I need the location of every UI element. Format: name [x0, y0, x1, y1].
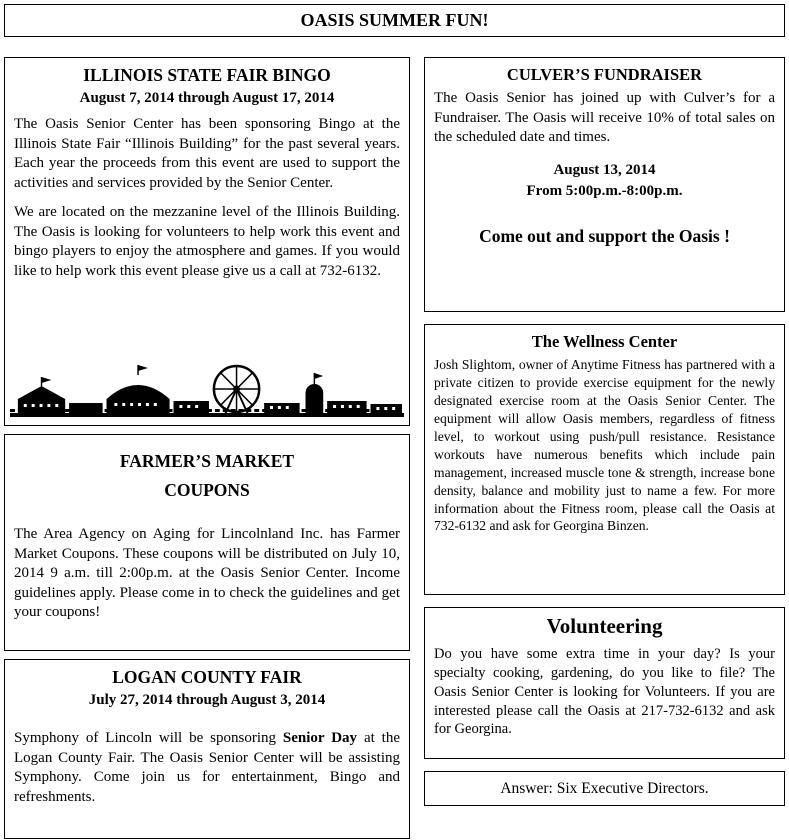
- farmers-market-article: [4, 434, 410, 651]
- bingo-dates: August 7, 2014 through August 17, 2014: [79, 90, 335, 106]
- farmers-market-title-line2: COUPONS: [164, 480, 250, 500]
- farmers-market-title-line1: FARMER’S MARKET: [119, 451, 295, 471]
- culvers-time: From 5:00p.m.-8:00p.m.: [526, 182, 683, 199]
- volunteering-article: [424, 607, 785, 759]
- logan-paragraph-end: at the Logan County Fair. The Oasis Senior Center will be assisting Symphony. Come join us for entertainment, Bingo and refreshments.: [14, 730, 400, 805]
- wellness-center-article: [424, 324, 785, 595]
- logan-dates: July 27, 2014 through August 3, 2014: [88, 692, 326, 708]
- culvers-title: CULVER’S FUNDRAISER: [506, 65, 703, 84]
- farmers-market-paragraph: The Area Agency on Aging for Lincolnland Inc. has Farmer Market Coupons. These coupons will be distributed on July 10, 2014 9 a.m. till 2:00p.m. at the Oasis Senior Center. Income guidelines apply. Please come in to check the guidelines and get your coupons!: [14, 526, 400, 620]
- answer-text: Answer: Six Executive Directors.: [500, 779, 709, 797]
- page-header: [4, 4, 785, 37]
- culvers-cta: Come out and support the Oasis !: [479, 225, 730, 246]
- bingo-title: ILLINOIS STATE FAIR BINGO: [83, 65, 331, 85]
- bingo-paragraph-1: The Oasis Senior Center has been sponsoring Bingo at the Illinois State Fair “Illinois Building” for the past several years. Each year the proceeds from this event are used to support the activities and services provided by the Senior Center.: [14, 116, 400, 191]
- wellness-paragraph: Josh Slightom, owner of Anytime Fitness has partnered with a private citizen to provide exercise equipment for the newly designated exercise room at the Oasis Senior Center. The equipment will allow Oasis members, regardless of fitness level, to workout using push/pull resistance. Resistance workouts have numerous benefits which include pain management, increased muscle tone & strength, increase bone density, balance and mobility just to name a few. For more information about the Fitness room, please call the Oasis at 732-6132 and ask for Georgina Binzen.: [434, 357, 775, 534]
- culvers-date: August 13, 2014: [553, 161, 656, 178]
- page-title: OASIS SUMMER FUN!: [300, 10, 489, 30]
- answer-box: [424, 771, 785, 806]
- culvers-paragraph: The Oasis Senior has joined up with Culver’s for a Fundraiser. The Oasis will receive 10% of total sales on the scheduled date and times.: [434, 90, 775, 145]
- logan-paragraph-start: Symphony of Lincoln will be sponsoring: [14, 730, 283, 746]
- bingo-article: [4, 57, 410, 426]
- logan-county-fair-article: [4, 659, 410, 839]
- volunteering-title: Volunteering: [546, 614, 663, 638]
- volunteering-paragraph: Do you have some extra time in your day? Is your specialty cooking, gardening, do you like to file? The Oasis Senior Center is looking for Volunteers. If you are interested please call the Oasis at 217-732-6132 and ask for Georgina.: [434, 646, 775, 738]
- bingo-paragraph-2: We are located on the mezzanine level of the Illinois Building. The Oasis is looking for volunteers to help work this event and bingo players to enjoy the atmosphere and games. If you would like to help work this event please give us a call at 732-6132.: [14, 204, 400, 279]
- logan-title: LOGAN COUNTY FAIR: [112, 667, 302, 687]
- wellness-title: The Wellness Center: [531, 332, 678, 351]
- logan-paragraph: [14, 729, 400, 807]
- culvers-fundraiser-article: [424, 57, 785, 312]
- logan-senior-day-emphasis: Senior Day: [282, 730, 358, 746]
- fairground-skyline-image: [10, 359, 404, 419]
